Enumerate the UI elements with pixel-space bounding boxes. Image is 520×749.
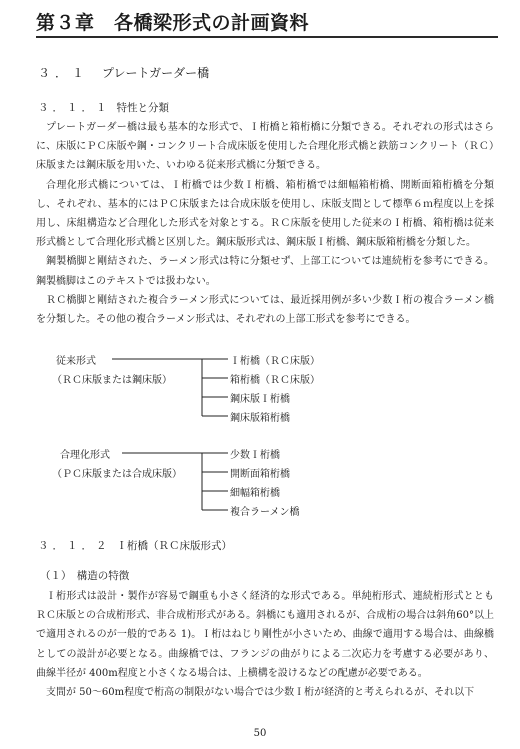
section-title: プレートガーダー橋 (102, 66, 210, 80)
section-number: ３．１ (38, 66, 90, 80)
tree2-leaf: 複合ラーメン橋 (230, 507, 300, 518)
paragraph: Ｉ桁形式は設計・製作が容易で鋼重も小さく経済的な形式である。単純桁形式、連続桁形式とともＲＣ床版との合成桁形式、非合成桁形式がある。斜橋にも適用されるが、合成桁の場合は斜角60°以上で適用されるのが一般的である 1)。Ｉ桁はねじり剛性が小さいため、曲線で適用する場合は、曲線橋としての設計が必要となる。曲線橋では、フランジの曲がりによる二次応力を考慮する必要があり、曲線半径が 400m程度と小さくなる場合は、上横構を設けるなどの配慮が必要である。 (36, 591, 494, 679)
body-text-2 (36, 587, 494, 702)
tree1-leaf: 箱桁橋（ＲＣ床版） (230, 375, 320, 386)
page-number: 50 (253, 728, 267, 739)
subsection-title-2: Ｉ桁橋（ＲＣ床版形式） (116, 540, 232, 552)
tree2-label: 合理化形式 (60, 450, 110, 461)
chapter-title: 第３章 各橋梁形式の計画資料 (36, 12, 310, 34)
tree1-label: 従来形式 (56, 356, 96, 367)
tree1-leaf: Ｉ桁橋（ＲＣ床版） (230, 356, 320, 367)
paragraph: ＲＣ橋脚と剛結された複合ラーメン形式については、最近採用例が多い少数Ｉ桁の複合ラーメン橋を分類した。その他の複合ラーメン形式は、それぞれの上部工形式を参考にできる。 (36, 294, 494, 326)
paragraph: 支間が 50～60m程度で桁高の制限がない場合では少数Ｉ桁が経済的と考えられるが、それ以下 (46, 687, 475, 699)
paragraph: 鋼製橋脚と剛結された、ラーメン形式は特に分類せず、上部工については連続桁を参考にできる。鋼製橋脚はこのテキストでは扱わない。 (36, 256, 494, 287)
tree1-leaf: 鋼床版Ｉ桁橋 (230, 394, 290, 405)
tree1-leaf: 鋼床版箱桁橋 (230, 413, 290, 424)
tree2-sublabel: （ＰＣ床版または合成床版） (52, 469, 182, 480)
subsection-number-2: ３．１．２ (38, 540, 111, 552)
tree1-sublabel: （ＲＣ床版または鋼床版） (52, 375, 172, 386)
subsection-number-1: ３．１．１ (38, 102, 111, 114)
tree2-leaf: 細幅箱桁橋 (230, 488, 280, 499)
subsection-title-1: 特性と分類 (116, 102, 169, 114)
tree2-leaf: 開断面箱桁橋 (230, 469, 290, 480)
tree2-leaf: 少数Ｉ桁橋 (230, 450, 280, 461)
subsection-heading-2 (38, 538, 232, 553)
paragraph: 合理化形式橋については、Ｉ桁橋では少数Ｉ桁橋、箱桁橋では細幅箱桁橋、開断面箱桁橋を分類し、それぞれ、基本的にはＰＣ床版または合成床版を使用し、床版支間として標準６ｍ程度以上を採用し、床組構造など合理化した形式を対象とする。ＲＣ床版を使用した従来のＩ桁橋、箱桁橋は従来形式橋として合理化形式橋と区別した。鋼床版形式は、鋼床版Ｉ桁橋、鋼床版箱桁橋を分類した。 (36, 179, 494, 249)
paragraph: プレートガーダー橋は最も基本的な形式で、Ｉ桁橋と箱桁橋に分類できる。それぞれの形式はさらに、床版にＰＣ床版や鋼・コンクリート合成床版を使用した合理化形式橋と鉄筋コンクリート（ＲＣ）床版または鋼床版を用いた、いわゆる従来形式橋に分類できる。 (36, 122, 494, 172)
subsubsection-heading: （１） 構造の特徴 (40, 570, 130, 582)
